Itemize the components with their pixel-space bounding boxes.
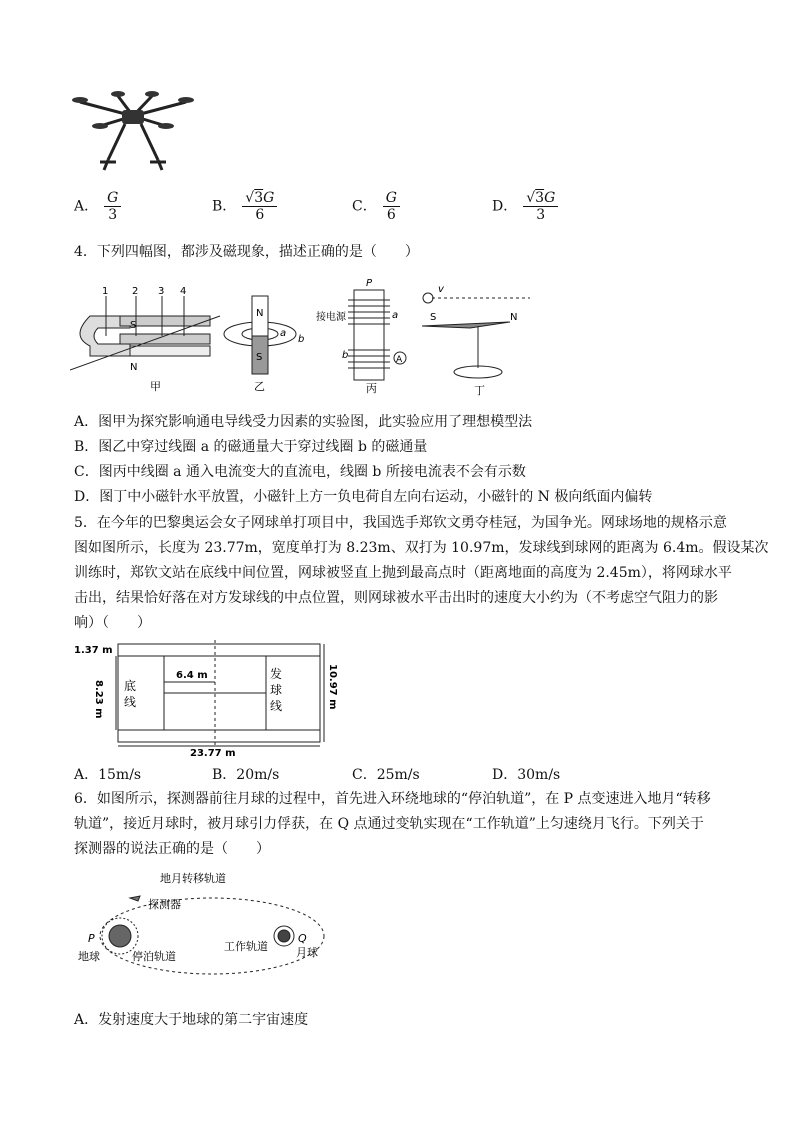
q5-option-b: B．20m/s <box>212 767 280 783</box>
figure-caption-jia: 甲 <box>150 380 161 393</box>
wire-label: 2 <box>132 286 139 297</box>
orbit-figure <box>72 868 344 978</box>
moon-label: 月球 <box>296 946 318 959</box>
tennis-court-figure <box>72 640 342 758</box>
earth-label: 地球 <box>78 950 100 963</box>
serviceline-label: 球 <box>270 683 283 697</box>
q3-option-c: C． $\frac{G}{6}$ <box>352 190 400 223</box>
wire-label: 1 <box>102 286 109 297</box>
pole-label: S <box>430 312 437 323</box>
coil-label: b <box>298 334 305 345</box>
q5-option-a: A．15m/s <box>74 767 142 783</box>
q5-stem-line: 5．在今年的巴黎奥运会女子网球单打项目中，我国选手郑钦文勇夺桂冠，为国争光。网球场地的规格示意 <box>74 515 727 531</box>
point-label: P <box>366 278 373 289</box>
figure-caption-bing: 丙 <box>366 382 377 395</box>
pole-label: S <box>256 352 263 363</box>
serviceline-label: 发 <box>270 667 283 681</box>
q4-option-c: C．图丙中线圈 a 通入电流变大的直流电，线圈 b 所接电流表不会有示数 <box>74 464 526 480</box>
fraction: $\frac{G}{3}$ <box>104 190 121 223</box>
q4-stem: 4．下列四幅图，都涉及磁现象，描述正确的是（ ） <box>74 244 419 260</box>
pole-label: N <box>510 312 518 323</box>
dim-label: 10.97 m <box>327 664 338 710</box>
figure-caption-yi: 乙 <box>254 380 265 393</box>
coil-label: b <box>342 350 349 361</box>
velocity-label: v <box>438 284 444 295</box>
q5-stem-line: 训练时，郑钦文站在底线中间位置，网球被竖直上抛到最高点时（距离地面的高度为 2.45m），将网球水平 <box>74 565 732 581</box>
orbit-label: 停泊轨道 <box>132 950 176 963</box>
q6-stem-line: 探测器的说法正确的是（ ） <box>74 841 270 857</box>
fraction: $\frac{√3G}{6}$ <box>242 190 277 223</box>
q5-stem-line: 击出，结果恰好落在对方发球线的中点位置，则网球被水平击出时的速度大小约为（不考虑空气阻力的影 <box>74 590 718 606</box>
dim-label: 23.77 m <box>190 748 236 758</box>
q4-option-b: B．图乙中穿过线圈 a 的磁通量大于穿过线圈 b 的磁通量 <box>74 439 428 455</box>
pole-label: N <box>130 362 138 373</box>
ammeter-label: A <box>396 355 403 365</box>
dim-label: 6.4 m <box>176 670 208 681</box>
orbit-label: 地月转移轨道 <box>160 872 226 885</box>
q5-stem-line: 响）（ ） <box>74 615 151 631</box>
wire-label: 4 <box>180 286 187 297</box>
fraction: $\frac{√3G}{3}$ <box>523 190 558 223</box>
probe-label: 探测器 <box>148 898 181 911</box>
q5-option-d: D．30m/s <box>492 767 561 783</box>
dim-label: 8.23 m <box>93 680 104 719</box>
q4-option-d: D．图丁中小磁针水平放置，小磁针上方一负电荷自左向右运动，小磁针的 N 极向纸面内偏转 <box>74 489 653 505</box>
q3-option-a: A． $\frac{G}{3}$ <box>74 190 121 223</box>
baseline-label: 线 <box>124 695 137 709</box>
coil-label: a <box>280 328 287 339</box>
magnetism-figures <box>70 276 540 400</box>
wire-label: 3 <box>158 286 165 297</box>
orbit-label: 工作轨道 <box>224 940 268 953</box>
q6-stem-line: 6．如图所示，探测器前往月球的过程中，首先进入环绕地球的“停泊轨道”，在 P 点变速进入地月“转移 <box>74 791 711 807</box>
earth-icon <box>109 925 131 947</box>
power-label: 接电源 <box>316 312 346 323</box>
q6-stem-line: 轨道”，接近月球时，被月球引力俘获，在 Q 点通过变轨实现在“工作轨道”上匀速绕月飞行。下列关于 <box>74 816 704 832</box>
pole-label: N <box>256 308 264 319</box>
point-label: Q <box>298 932 307 945</box>
point-label: P <box>88 932 95 945</box>
q3-option-b: B． $\frac{√3G}{6}$ <box>212 190 277 223</box>
pole-label: S <box>130 320 137 331</box>
figure-caption-ding: 丁 <box>474 384 485 397</box>
q5-stem-line: 图如图所示，长度为 23.77m，宽度单打为 8.23m、双打为 10.97m，发球线到球网的距离为 6.4m。假设某次 <box>74 540 769 556</box>
moon-icon <box>278 930 290 942</box>
serviceline-label: 线 <box>270 699 283 713</box>
q3-option-d: D． $\frac{√3G}{3}$ <box>492 190 558 223</box>
fraction: $\frac{G}{6}$ <box>383 190 400 223</box>
baseline-label: 底 <box>124 679 137 693</box>
dim-label: 1.37 m <box>74 645 113 656</box>
coil-label: a <box>392 310 399 321</box>
q4-option-a: A．图甲为探究影响通电导线受力因素的实验图，此实验应用了理想模型法 <box>74 414 533 430</box>
q5-option-c: C．25m/s <box>352 767 420 783</box>
probe-icon <box>130 896 140 901</box>
q6-option-a: A．发射速度大于地球的第二宇宙速度 <box>74 1012 309 1028</box>
drone-figure <box>70 88 196 176</box>
